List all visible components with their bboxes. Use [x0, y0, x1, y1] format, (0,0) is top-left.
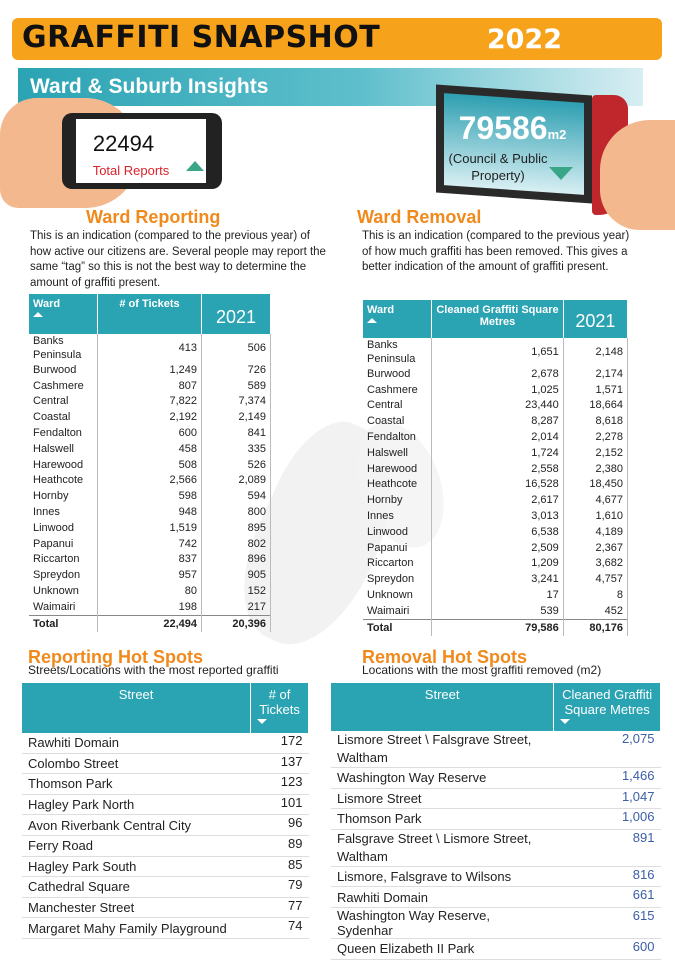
col-header-area[interactable]: Cleaned Graffiti Square Metres [554, 683, 661, 731]
prev-year-value: 526 [202, 457, 271, 473]
ticket-count: 172 [251, 733, 309, 753]
table-row [363, 524, 628, 540]
ward-name: Halswell [29, 441, 98, 457]
col-header-year[interactable]: 2021 [563, 300, 627, 338]
street-name: Thomson Park [22, 774, 251, 795]
ward-name: Linwood [363, 524, 432, 540]
area-value: 8,287 [432, 413, 563, 429]
prev-year-value: 905 [202, 567, 271, 583]
table-row [22, 918, 309, 939]
ward-name: Hornby [29, 488, 98, 504]
removal-hotspots-subtitle: Locations with the most graffiti removed (m2) [362, 663, 602, 677]
ward-name: Spreydon [29, 567, 98, 583]
area-value: 2,509 [432, 540, 563, 556]
table-row [363, 366, 628, 382]
area-value: 23,440 [432, 398, 563, 414]
total-prev-year-value: 80,176 [563, 619, 627, 635]
ward-name: Halswell [363, 445, 432, 461]
prev-year-value: 18,450 [563, 477, 627, 493]
sort-desc-icon [560, 719, 570, 724]
ward-name: Spreydon [363, 571, 432, 587]
sort-desc-icon [257, 719, 267, 724]
prev-year-value: 152 [202, 583, 271, 599]
street-name: Manchester Street [22, 897, 251, 918]
ticket-count: 101 [251, 794, 309, 815]
street-name: Washington Way Reserve, Sydenhar [331, 907, 554, 938]
ward-name: Riccarton [363, 556, 432, 572]
ticket-count: 1,519 [98, 520, 202, 536]
prev-year-value: 802 [202, 536, 271, 552]
table-row [331, 907, 661, 938]
table-row [22, 835, 309, 856]
street-name: Hagley Park South [22, 856, 251, 877]
ticket-count: 957 [98, 567, 202, 583]
prev-year-value: 589 [202, 378, 271, 394]
area-value: 891 [554, 829, 661, 866]
ward-name: Coastal [363, 413, 432, 429]
total-label: Total [363, 619, 432, 635]
ticket-count: 198 [98, 599, 202, 615]
ticket-count: 413 [98, 334, 202, 362]
area-value: 2,617 [432, 492, 563, 508]
ward-name: Central [29, 394, 98, 410]
table-row [363, 429, 628, 445]
table-row [331, 829, 661, 866]
area-value: 6,538 [432, 524, 563, 540]
col-header-area[interactable]: Cleaned Graffiti Square Metres [432, 300, 563, 338]
prev-year-value: 594 [202, 488, 271, 504]
prev-year-value: 2,278 [563, 429, 627, 445]
prev-year-value: 7,374 [202, 394, 271, 410]
prev-year-value: 8 [563, 587, 627, 603]
prev-year-value: 726 [202, 362, 271, 378]
table-row [363, 492, 628, 508]
area-value: 2,075 [554, 731, 661, 768]
reporting-hotspots-subtitle: Streets/Locations with the most reported graffiti [28, 663, 279, 677]
table-row [331, 887, 661, 908]
street-name: Hagley Park North [22, 794, 251, 815]
street-name: Lismore, Falsgrave to Wilsons [331, 866, 554, 887]
total-prev-year-value: 20,396 [202, 615, 271, 631]
table-row [29, 599, 271, 615]
table-row [29, 334, 271, 362]
table-row [29, 552, 271, 568]
table-row [29, 409, 271, 425]
table-row [29, 520, 271, 536]
table-row [331, 768, 661, 789]
total-ticket-count: 22,494 [98, 615, 202, 631]
prev-year-value: 8,618 [563, 413, 627, 429]
ticket-count: 7,822 [98, 394, 202, 410]
table-row [363, 445, 628, 461]
table-row [363, 382, 628, 398]
ward-name: Linwood [29, 520, 98, 536]
header-banner [12, 18, 662, 60]
ticket-count: 1,249 [98, 362, 202, 378]
table-row [331, 866, 661, 887]
ward-name: Harewood [29, 457, 98, 473]
phone-screen [76, 119, 206, 183]
page-year: 2022 [486, 24, 562, 55]
area-value: 539 [432, 603, 563, 619]
table-row [22, 753, 309, 774]
table-row [331, 938, 661, 959]
street-name: Washington Way Reserve [331, 768, 554, 789]
prev-year-value: 2,367 [563, 540, 627, 556]
table-row [29, 536, 271, 552]
table-row [29, 583, 271, 599]
ticket-count: 137 [251, 753, 309, 774]
prev-year-value: 2,380 [563, 461, 627, 477]
prev-year-value: 3,682 [563, 556, 627, 572]
area-value: 2,558 [432, 461, 563, 477]
ward-name: Cashmere [29, 378, 98, 394]
table-row [29, 362, 271, 378]
table-row [29, 378, 271, 394]
street-name: Lismore Street \ Falsgrave Street, Waltham [331, 731, 554, 768]
ward-name: Innes [29, 504, 98, 520]
prev-year-value: 217 [202, 599, 271, 615]
table-row [363, 477, 628, 493]
table-row [29, 441, 271, 457]
table-row [331, 809, 661, 830]
area-value: 1,025 [432, 382, 563, 398]
prev-year-value: 2,148 [563, 338, 627, 366]
ward-reporting-table [29, 294, 271, 632]
col-header-street[interactable]: Street [331, 683, 554, 731]
trend-down-icon [549, 167, 573, 180]
table-row [22, 856, 309, 877]
street-name: Cathedral Square [22, 877, 251, 898]
ticket-count: 837 [98, 552, 202, 568]
table-row [363, 603, 628, 619]
table-row [22, 794, 309, 815]
prev-year-value: 1,571 [563, 382, 627, 398]
street-name: Rawhiti Domain [331, 887, 554, 908]
ward-name: Papanui [29, 536, 98, 552]
ticket-count: 600 [98, 425, 202, 441]
area-removed-value: 79586m2 [458, 110, 567, 146]
total-reports-value: 22494 [92, 131, 155, 156]
street-name: Margaret Mahy Family Playground [22, 918, 251, 939]
ward-name: Burwood [363, 366, 432, 382]
ticket-count: 948 [98, 504, 202, 520]
area-value: 3,241 [432, 571, 563, 587]
ward-name: Fendalton [363, 429, 432, 445]
area-value: 2,678 [432, 366, 563, 382]
ward-name: Cashmere [363, 382, 432, 398]
ticket-count: 742 [98, 536, 202, 552]
table-row [22, 897, 309, 918]
table-row [29, 567, 271, 583]
ward-name: Riccarton [29, 552, 98, 568]
reporting-hotspots-table [22, 683, 309, 939]
hand-illustration [600, 120, 675, 230]
table-row [331, 788, 661, 809]
ticket-count: 74 [251, 918, 309, 939]
page-title: GRAFFITI SNAPSHOT [22, 20, 381, 55]
street-name: Avon Riverbank Central City [22, 815, 251, 836]
table-row [363, 413, 628, 429]
ward-name: Fendalton [29, 425, 98, 441]
ward-name: Heathcote [29, 473, 98, 489]
prev-year-value: 800 [202, 504, 271, 520]
ward-name: Hornby [363, 492, 432, 508]
street-name: Colombo Street [22, 753, 251, 774]
prev-year-value: 335 [202, 441, 271, 457]
ward-removal-title: Ward Removal [357, 207, 482, 227]
table-row [29, 457, 271, 473]
area-value: 600 [554, 938, 661, 959]
total-label: Total [29, 615, 98, 631]
total-area-value: 79,586 [432, 619, 563, 635]
prev-year-value: 2,152 [563, 445, 627, 461]
table-row [363, 398, 628, 414]
prev-year-value: 4,677 [563, 492, 627, 508]
ticket-count: 89 [251, 835, 309, 856]
ward-reporting-title: Ward Reporting [86, 207, 221, 227]
ward-name: Innes [363, 508, 432, 524]
ticket-count: 85 [251, 856, 309, 877]
ward-name: Heathcote [363, 477, 432, 493]
phone-illustration [62, 113, 222, 189]
total-row [363, 619, 628, 635]
area-value: 17 [432, 587, 563, 603]
ticket-count: 598 [98, 488, 202, 504]
street-name: Ferry Road [22, 835, 251, 856]
table-row [22, 877, 309, 898]
prev-year-value: 2,089 [202, 473, 271, 489]
prev-year-value: 1,610 [563, 508, 627, 524]
table-row [29, 504, 271, 520]
street-name: Queen Elizabeth II Park [331, 938, 554, 959]
area-value: 3,013 [432, 508, 563, 524]
col-header-year[interactable]: 2021 [202, 294, 271, 334]
removal-hotspots-table [331, 683, 661, 960]
prev-year-value: 895 [202, 520, 271, 536]
area-value: 1,466 [554, 768, 661, 789]
table-row [29, 488, 271, 504]
table-row [363, 540, 628, 556]
prev-year-value: 18,664 [563, 398, 627, 414]
ward-name: Unknown [29, 583, 98, 599]
reporting-hotspots-title: Reporting Hot Spots [28, 647, 203, 667]
table-row [363, 508, 628, 524]
total-reports-label: Total Reports [92, 163, 170, 178]
area-value: 661 [554, 887, 661, 908]
table-row [22, 733, 309, 753]
ticket-count: 123 [251, 774, 309, 795]
ward-name: Central [363, 398, 432, 414]
table-row [331, 731, 661, 768]
ticket-count: 77 [251, 897, 309, 918]
street-name: Lismore Street [331, 788, 554, 809]
ward-name: Waimairi [363, 603, 432, 619]
sort-asc-icon [33, 312, 43, 317]
area-value: 2,014 [432, 429, 563, 445]
table-row [363, 338, 628, 366]
area-removed-label: (Council & Public Property) [448, 151, 548, 183]
prev-year-value: 4,757 [563, 571, 627, 587]
area-value: 1,651 [432, 338, 563, 366]
ward-name: Harewood [363, 461, 432, 477]
ticket-count: 508 [98, 457, 202, 473]
col-header-ward[interactable]: Ward [29, 294, 98, 334]
ward-name: Papanui [363, 540, 432, 556]
removal-hotspots-title: Removal Hot Spots [362, 647, 528, 667]
ticket-count: 2,192 [98, 409, 202, 425]
table-row [29, 473, 271, 489]
ticket-count: 79 [251, 877, 309, 898]
area-value: 816 [554, 866, 661, 887]
ward-removal-table [363, 300, 628, 636]
area-value: 1,209 [432, 556, 563, 572]
area-value: 1,047 [554, 788, 661, 809]
prev-year-value: 4,189 [563, 524, 627, 540]
subtitle: Ward & Suburb Insights [30, 75, 269, 98]
table-row [29, 425, 271, 441]
ward-name: Burwood [29, 362, 98, 378]
ward-name: Banks Peninsula [29, 334, 98, 362]
table-row [363, 571, 628, 587]
area-value: 1,006 [554, 809, 661, 830]
col-header-ward[interactable]: Ward [363, 300, 432, 338]
ward-removal-desc: This is an indication (compared to the previous year) of how much graffiti has been removed. This gives a better indication of the amount of graffiti present. [362, 230, 630, 273]
prev-year-value: 2,174 [563, 366, 627, 382]
prev-year-value: 841 [202, 425, 271, 441]
ward-name: Unknown [363, 587, 432, 603]
table-row [22, 774, 309, 795]
street-name: Falsgrave Street \ Lismore Street, Waltham [331, 829, 554, 866]
ticket-count: 96 [251, 815, 309, 836]
total-row [29, 615, 271, 631]
ward-name: Waimairi [29, 599, 98, 615]
street-name: Rawhiti Domain [22, 733, 251, 753]
prev-year-value: 506 [202, 334, 271, 362]
ticket-count: 807 [98, 378, 202, 394]
table-row [29, 394, 271, 410]
area-value: 1,724 [432, 445, 563, 461]
col-header-tickets[interactable]: # of Tickets [98, 294, 202, 334]
ward-name: Coastal [29, 409, 98, 425]
ticket-count: 80 [98, 583, 202, 599]
table-row [363, 556, 628, 572]
area-value: 16,528 [432, 477, 563, 493]
prev-year-value: 2,149 [202, 409, 271, 425]
ticket-count: 458 [98, 441, 202, 457]
area-value: 615 [554, 907, 661, 938]
col-header-tickets[interactable]: # of Tickets [251, 683, 309, 733]
ward-name: Banks Peninsula [363, 338, 432, 366]
trend-up-icon [186, 161, 204, 171]
col-header-street[interactable]: Street [22, 683, 251, 733]
sort-asc-icon [367, 318, 377, 323]
ward-reporting-desc: This is an indication (compared to the previous year) of how active our citizens are. Several people may report the same “tag” so this is not the best way to determine the amount of graffiti present. [30, 230, 326, 289]
table-row [363, 587, 628, 603]
table-row [363, 461, 628, 477]
table-row [22, 815, 309, 836]
street-name: Thomson Park [331, 809, 554, 830]
prev-year-value: 896 [202, 552, 271, 568]
ticket-count: 2,566 [98, 473, 202, 489]
prev-year-value: 452 [563, 603, 627, 619]
